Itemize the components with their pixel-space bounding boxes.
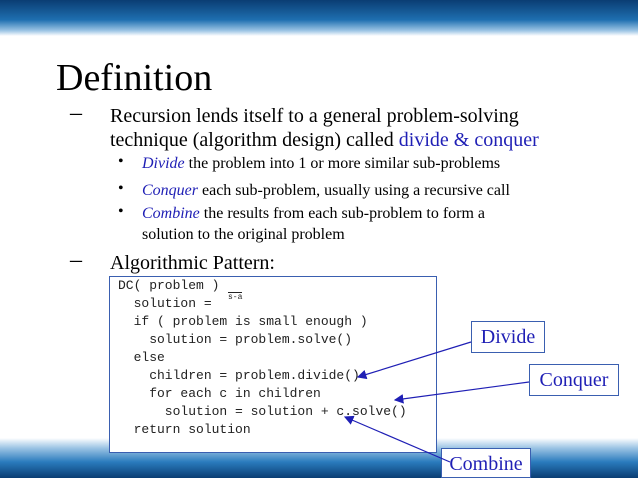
divide-conquer-highlight: divide & conquer xyxy=(398,129,539,151)
bullet-marker: • xyxy=(118,153,124,170)
code-line: children = problem.divide() xyxy=(118,368,360,383)
step-text: each sub-problem, usually using a recursive call xyxy=(198,182,510,199)
combine-arrow xyxy=(345,417,450,462)
code-line: return solution xyxy=(118,422,251,437)
code-line: solution = problem.solve() xyxy=(118,332,353,347)
dash-marker: – xyxy=(70,247,82,273)
divide-arrow xyxy=(358,342,471,377)
conquer-label: Conquer xyxy=(529,364,619,396)
slide-title: Definition xyxy=(56,57,213,99)
intro-line-1: Recursion lends itself to a general problem-solving xyxy=(110,105,519,127)
step-term: Conquer xyxy=(142,182,198,199)
step-text: the results from each sub-problem to form a xyxy=(199,205,486,222)
code-line: for each c in children xyxy=(118,386,321,401)
pattern-heading: Algorithmic Pattern: xyxy=(110,252,275,274)
code-line: solution = solution + c.solve() xyxy=(118,404,407,419)
step-text: the problem into 1 or more similar sub-problems xyxy=(184,155,501,172)
step-term: Divide xyxy=(142,155,185,172)
code-line: if ( problem is small enough ) xyxy=(118,314,368,329)
step-combine-continuation: solution to the original problem xyxy=(142,226,345,243)
intro-text: technique (algorithm design) called xyxy=(110,129,399,151)
step-term: Combine xyxy=(142,205,200,222)
conquer-arrow xyxy=(395,382,529,400)
code-line: DC( problem ) xyxy=(118,278,220,293)
overbar-annotation: s-a xyxy=(228,293,243,302)
bullet-marker: • xyxy=(118,180,124,197)
code-line: else xyxy=(118,350,165,365)
combine-label: Combine xyxy=(441,448,531,478)
divide-label: Divide xyxy=(471,321,545,353)
bullet-marker: • xyxy=(118,203,124,220)
code-line: solution = xyxy=(118,296,220,311)
dash-marker: – xyxy=(70,100,82,126)
